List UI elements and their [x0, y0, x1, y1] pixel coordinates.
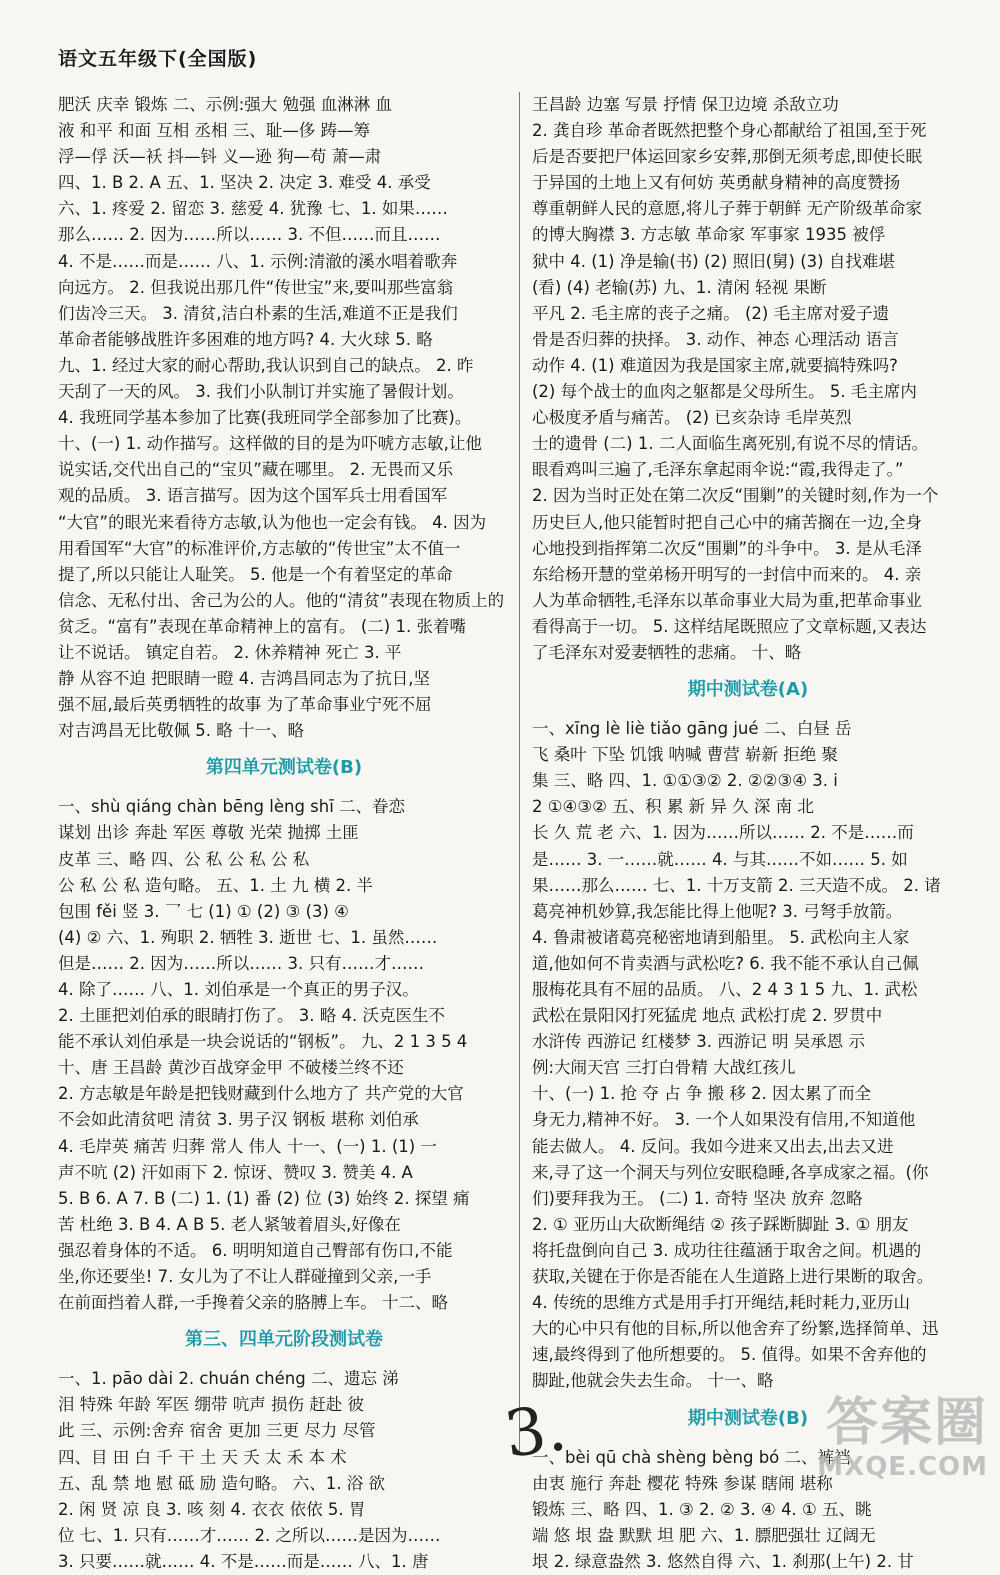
column-divider [519, 92, 520, 1452]
answer-line: 皮革 三、略 四、公 私 公 私 公 私 [58, 849, 310, 869]
right-column [532, 92, 964, 1575]
answer-line: 葛亮神机妙算,我怎能比得上他呢? 3. 弓弩手放箭。 [532, 901, 903, 921]
answer-line: 不会如此清贫吧 清贫 3. 男子汉 钢板 堪称 刘伯承 [58, 1110, 419, 1130]
answer-line: 4. 除了…… 八、1. 刘伯承是一个真正的男子汉。 [58, 980, 419, 999]
answer-line: 对吉鸿昌无比敬佩 5. 略 十一、略 [58, 721, 304, 741]
answer-line: 公 私 公 私 造句略。 五、1. 土 九 横 2. 半 [58, 875, 373, 895]
answer-line: 2. 方志敏是年龄是把钱财藏到什么地方了 共产党的大官 [58, 1084, 464, 1104]
answer-line: 强不屈,最后英勇牺牲的故事 为了革命事业宁死不屈 [58, 695, 432, 715]
left-column [58, 92, 510, 1575]
answer-line: 一、1. pāo dài 2. chuán chéng 二、遗忘 涕 [58, 1369, 399, 1389]
answer-line: 5. B 6. A 7. B (二) 1. (1) 番 (2) 位 (3) 始终 2. 探望 痛 [58, 1188, 470, 1208]
answer-line: 3. 只要……就…… 4. 不是……而是…… 八、1. 唐 [58, 1551, 429, 1571]
answer-line: 天刮了一天的风。 3. 我们小队制订并实施了暑假计划。 [58, 382, 464, 402]
answer-line: 历史巨人,他只能暂时把自己心中的痛苦搁在一边,全身 [532, 512, 922, 532]
answer-line: 向远方。 2. 但我说出那几件“传世宝”来,要叫那些富翁 [58, 277, 454, 297]
answer-line: 但是…… 2. 因为……所以…… 3. 只有……才…… [58, 953, 424, 973]
answer-line: 五、乱 禁 地 慰 砥 励 造句略。 六、1. 浴 欲 [58, 1473, 385, 1493]
answer-line: 将托盘倒向自己 3. 成功往往蕴涵于取舍之间。机遇的 [532, 1240, 922, 1260]
section-title-unit3-4-stage-test: 第三、四单元阶段测试卷 [185, 1329, 383, 1351]
answer-line: 长 久 荒 老 六、1. 因为……所以…… 2. 不是……而 [532, 823, 914, 843]
answer-line: 让不说话。 镇定自若。 2. 休养精神 死亡 3. 平 [58, 642, 402, 662]
answer-line: 看得高于一切。 5. 这样结尾既照应了文章标题,又表达 [532, 616, 927, 636]
answer-line: 说实话,交代出自己的“宝贝”藏在哪里。 2. 无畏而又乐 [58, 460, 454, 480]
left-answers-part-3 [58, 1366, 510, 1575]
answer-line: 平凡 2. 毛主席的丧子之痛。 (2) 毛主席对爱子遗 [532, 303, 890, 323]
answer-line: 六、1. 疼爱 2. 留恋 3. 慈爱 4. 犹豫 七、1. 如果…… [58, 199, 448, 219]
answer-line: 革命者能够战胜许多困难的地方吗? 4. 大火球 5. 略 [58, 329, 433, 349]
answer-line: 提了,所以只能让人耻笑。 5. 他是一个有着坚定的革命 [58, 564, 453, 584]
answer-line: 尊重朝鲜人民的意愿,将儿子葬于朝鲜 无产阶级革命家 [532, 199, 922, 219]
answer-line: 眼看鸡叫三遍了,毛泽东拿起雨伞说:“霞,我得走了。” [532, 460, 904, 480]
answer-line: 例:大闹天宫 三打白骨精 大战红孩儿 [532, 1058, 796, 1078]
answer-line: 速,最终得到了他所想要的。 5. 值得。如果不舍弃他的 [532, 1345, 927, 1365]
answer-line: 大的心中只有他的目标,所以他舍弃了纷繁,选择简单、迅 [532, 1319, 939, 1339]
answer-line: 能去做人。 4. 反问。我如今进来又出去,出去又进 [532, 1136, 894, 1156]
answer-line: 4. 毛岸英 痛苦 归葬 常人 伟人 十一、(一) 1. (1) 一 [58, 1136, 437, 1156]
answer-line: 道,他如何不肯卖酒与武松吃? 6. 我不能不承认自己佩 [532, 953, 919, 973]
answer-line: 的博大胸襟 3. 方志敏 革命家 军事家 1935 被俘 [532, 225, 886, 245]
answer-line: 一、xīng lè liè tiǎo gāng jué 二、白昼 岳 [532, 719, 852, 739]
right-answers-part-1 [532, 92, 964, 666]
right-answers-part-2 [532, 716, 964, 1394]
answer-line: 那么…… 2. 因为……所以…… 3. 不但……而且…… [58, 225, 441, 245]
section-title-midterm-b: 期中测试卷(B) [687, 1407, 809, 1429]
answer-line: 2. ① 亚历山大砍断绳结 ② 孩子踩断脚趾 3. ① 朋友 [532, 1214, 909, 1234]
answer-line: 包围 fěi 竖 3. 乛 七 (1) ① (2) ③ (3) ④ [58, 901, 349, 921]
answer-line: 贫乏。“富有”表现在革命精神上的富有。 (二) 1. 张着嘴 [58, 616, 466, 636]
section-title-unit4-test-b: 第四单元测试卷(B) [205, 757, 363, 779]
watermark-logo [817, 1394, 988, 1482]
answer-line: 观的品质。 3. 语言描写。因为这个国军兵士用看国军 [58, 486, 448, 506]
answer-line: 心地投到指挥第二次反“围剿”的斗争中。 3. 是从毛泽 [532, 538, 922, 558]
answer-line: 于异国的土地上又有何妨 英勇献身精神的高度赞扬 [532, 173, 901, 193]
answer-line: 此 三、示例:舍弃 宿舍 更加 三更 尽力 尽管 [58, 1421, 376, 1441]
answer-line: 2 ①④③② 五、积 累 新 异 久 深 南 北 [532, 797, 814, 817]
answer-line: “大官”的眼光来看待方志敏,认为他也一定会有钱。 4. 因为 [58, 512, 487, 532]
watermark-url: MXQE.COM [817, 1452, 988, 1482]
answer-line: 位 七、1. 只有……才…… 2. 之所以……是因为…… [58, 1525, 441, 1545]
answer-line: 九、1. 经过大家的耐心帮助,我认识到自己的缺点。 2. 昨 [58, 355, 474, 375]
answer-line: 泪 特殊 年龄 军医 绷带 吭声 损伤 赶赴 彼 [58, 1395, 364, 1415]
left-answers-part-1 [58, 92, 510, 744]
answer-line: 飞 桑叶 下坠 饥饿 呐喊 曹营 崭新 拒绝 聚 [532, 745, 838, 765]
answer-line: 垠 2. 绿意盎然 3. 悠然自得 六、1. 刹那(上午) 2. 甘 [532, 1551, 914, 1571]
answer-line: 一、shù qiáng chàn bēng lèng shī 二、眷恋 [58, 797, 406, 817]
answer-line: 浮—俘 沃—袄 抖—钭 义—逊 狗—苟 萧—肃 [58, 147, 382, 167]
answer-line: 强忍着身体的不适。 6. 明明知道自己臀部有伤口,不能 [58, 1240, 453, 1260]
answer-line: 2. 闲 贤 凉 良 3. 咳 刻 4. 衣衣 依依 5. 胃 [58, 1499, 366, 1519]
answer-line: 肥沃 庆幸 锻炼 二、示例:强大 勉强 血淋淋 血 [58, 95, 393, 114]
answer-line: 心极度矛盾与痛苦。 (2) 已亥杂诗 毛岸英烈 [532, 408, 852, 428]
answer-line: 十、唐 王昌龄 黄沙百战穿金甲 不破楼兰终不还 [58, 1058, 404, 1078]
left-answers-part-2 [58, 794, 510, 1316]
handwritten-page-number: 3. [500, 1391, 571, 1473]
answer-line: 苦 杜绝 3. B 4. A B 5. 老人紧皱着眉头,好像在 [58, 1214, 401, 1234]
answer-line: 骨是否归葬的抉择。 3. 动作、神态 心理活动 语言 [532, 329, 899, 349]
answer-line: 端 悠 垠 盎 默默 坦 肥 六、1. 膘肥强壮 辽阔无 [532, 1525, 876, 1545]
answer-line: 信念、无私付出、舍己为公的人。他的“清贫”表现在物质上的 [58, 590, 505, 610]
answer-line: 人为革命牺牲,毛泽东以革命事业大局为重,把革命事业 [532, 590, 922, 610]
answer-line: 4. 不是……而是…… 八、1. 示例:清澈的溪水唱着歌奔 [58, 251, 458, 271]
answer-line: (4) ② 六、1. 殉职 2. 牺牲 3. 逝世 七、1. 虽然…… [58, 927, 438, 947]
answer-line: 们齿冷三天。 3. 清贫,洁白朴素的生活,难道不正是我们 [58, 303, 458, 323]
answer-line: 武松在景阳冈打死猛虎 地点 武松打虎 2. 罗贯中 [532, 1006, 883, 1026]
answer-line: 在前面挡着人群,一手搀着父亲的胳膊上车。 十二、略 [58, 1293, 448, 1313]
answer-line: 2. 龚自珍 革命者既然把整个身心都献给了祖国,至于死 [532, 121, 927, 141]
answer-line: 士的遗骨 (二) 1. 二人面临生离死别,有说不尽的情话。 [532, 434, 929, 454]
answer-line: 们)要拜我为王。 (二) 1. 奇特 坚决 放弃 忽略 [532, 1188, 863, 1208]
watermark-text: 答案圈 [825, 1393, 988, 1453]
answer-line: 果……那么…… 七、1. 十万支箭 2. 三天造不成。 2. 诸 [532, 875, 941, 895]
answer-line: 狱中 4. (1) 净是输(书) (2) 照旧(舅) (3) 自找难堪 [532, 251, 895, 271]
section-title-midterm-a: 期中测试卷(A) [687, 679, 809, 701]
answer-line: 用看国军“大官”的标准评价,方志敏的“传世宝”太不值一 [58, 538, 461, 558]
answer-line: 身无力,精神不好。 3. 一个人如果没有信用,不知道他 [532, 1110, 916, 1130]
answer-line: 来,寻了这一个洞天与列位安眠稳睡,各享成家之福。(你 [532, 1162, 929, 1182]
answer-line: (看) (4) 老输(苏) 九、1. 清闲 轻视 果断 [532, 277, 827, 297]
answer-line: 获取,关键在于你是否能在人生道路上进行果断的取舍。 [532, 1267, 934, 1287]
answer-line: 集 三、略 四、1. ①①③② 2. ②②③④ 3. ⅰ [532, 771, 838, 791]
answer-line: 四、目 田 白 千 干 土 天 夭 太 禾 本 术 [58, 1447, 347, 1467]
answer-line: 由衷 施行 奔赴 樱花 特殊 参谋 瞎闹 堪称 [532, 1473, 833, 1493]
page-header: 语文五年级下(全国版) [58, 48, 258, 70]
answer-line: 一、bèi qū chà shèng bèng bó 二、裤裆 [532, 1447, 851, 1467]
answer-line: 王昌龄 边塞 写景 抒情 保卫边境 杀敌立功 [532, 95, 839, 114]
answer-line: 能不承认刘伯承是一块会说话的“钢板”。 九、2 1 3 5 4 [58, 1032, 468, 1052]
answer-line: 脚趾,他就会失去生命。 十一、略 [532, 1371, 774, 1391]
answer-line: 四、1. B 2. A 五、1. 坚决 2. 决定 3. 难受 4. 承受 [58, 173, 431, 193]
answer-line: 声不吭 (2) 汗如雨下 2. 惊讶、赞叹 3. 赞美 4. A [58, 1162, 413, 1182]
answer-line: 动作 4. (1) 难道因为我是国家主席,就要搞特殊吗? [532, 355, 898, 375]
answer-line: 是…… 3. 一……就…… 4. 与其……不如…… 5. 如 [532, 849, 908, 869]
answer-line: 谋划 出诊 奔赴 军医 尊敬 光荣 抛掷 土匪 [58, 823, 359, 843]
answer-line: 4. 鲁肃被诸葛亮秘密地请到船里。 5. 武松向主人家 [532, 927, 910, 947]
answer-line: 后是否要把尸体运回家乡安葬,那倒无须考虑,即使长眠 [532, 147, 922, 167]
answer-line: 十、(一) 1. 抢 夺 占 争 搬 移 2. 因太累了而全 [532, 1084, 872, 1104]
answer-line: 4. 传统的思维方式是用手打开绳结,耗时耗力,亚历山 [532, 1293, 910, 1313]
answer-line: 服梅花具有不屈的品质。 八、2 4 3 1 5 九、1. 武松 [532, 980, 918, 999]
answer-line: 十、(一) 1. 动作描写。这样做的目的是为吓唬方志敏,让他 [58, 434, 482, 454]
answer-line: 2. 因为当时正处在第二次反“围剿”的关键时刻,作为一个 [532, 486, 939, 506]
answer-line: (2) 每个战士的血肉之躯都是父母所生。 5. 毛主席内 [532, 382, 917, 402]
answer-line: 锻炼 三、略 四、1. ③ 2. ② 3. ④ 4. ① 五、眺 [532, 1499, 872, 1519]
answer-line: 2. 土匪把刘伯承的眼睛打伤了。 3. 略 4. 沃克医生不 [58, 1006, 445, 1026]
answer-line: 4. 我班同学基本参加了比赛(我班同学全部参加了比赛)。 [58, 408, 472, 428]
answer-line: 坐,你还要坐! 7. 女儿为了不让人群碰撞到父亲,一手 [58, 1267, 432, 1287]
answer-line: 东给杨开慧的堂弟杨开明写的一封信中而来的。 4. 亲 [532, 564, 922, 584]
answer-line: 了毛泽东对爱妻牺牲的悲痛。 十、略 [532, 642, 802, 662]
answer-line: 液 和平 和面 互相 丞相 三、耻—侈 踌—筹 [58, 121, 370, 141]
answer-line: 水浒传 西游记 红楼梦 3. 西游记 明 吴承恩 示 [532, 1032, 865, 1052]
answer-line: 静 从容不迫 把眼睛一瞪 4. 吉鸿昌同志为了抗日,坚 [58, 669, 430, 689]
